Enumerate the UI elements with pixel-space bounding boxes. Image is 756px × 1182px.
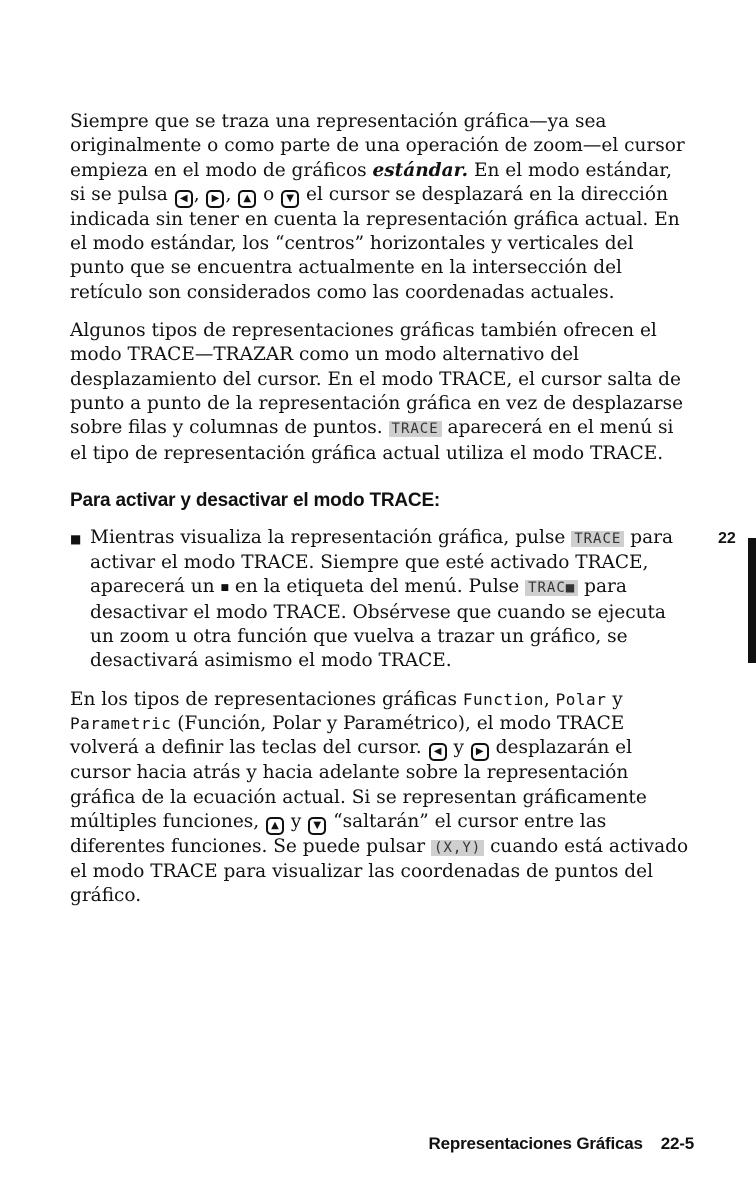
- paragraph-standard-mode: [70, 110, 690, 305]
- bullet-text: [90, 526, 690, 674]
- up-arrow-key-icon: ▲: [266, 817, 284, 835]
- section-heading: Para activar y desactivar el modo TRACE:: [70, 489, 441, 511]
- bullet-item: [70, 526, 690, 674]
- left-arrow-key-icon: ◀: [175, 190, 193, 208]
- text: Algunos tipos de representaciones gráficas también ofrecen el modo TRACE—TRAZAR como un modo alternativo del desplazamiento del cursor. En el modo TRACE, el cursor salta de punto a punto de la representación gráfica en vez de desplazarse sobre filas y columnas de puntos.: [70, 320, 684, 439]
- text: En los tipos de representaciones gráficas: [70, 688, 463, 710]
- text: cuando está activado el modo TRACE para visualizar las coordenadas de puntos del gráfico.: [70, 835, 689, 907]
- parametric-plot-type: Parametric: [70, 713, 172, 733]
- down-arrow-key-icon: ▼: [308, 817, 326, 835]
- page-content: [70, 110, 690, 923]
- text: y: [285, 810, 308, 832]
- text: Siempre que se traza una representación gráfica—ya sea originalmente o como parte de una operación de zoom—el cursor empieza en el modo de gráficos: [70, 111, 685, 181]
- paragraph-trace-mode: [70, 319, 690, 466]
- bullet-square-icon: ■: [70, 531, 82, 546]
- trace-softkey: TRACE: [571, 531, 624, 547]
- text: ,: [543, 688, 556, 710]
- chapter-tab-bar: [748, 538, 756, 663]
- text: el cursor se desplazará en la dirección indicada sin tener en cuenta la representación gráfica actual. En el modo estándar, los “centros” horizontales y verticales del punto que se encuentra actualmente en la intersección del retículo son considerados como las coordenadas actuales.: [70, 183, 680, 303]
- text: desplazarán el cursor hacia atrás y hacia adelante sobre la representación gráfica de la ecuación actual. Si se representan gráficamente múltiples funciones,: [70, 737, 647, 832]
- up-arrow-key-icon: ▲: [238, 190, 256, 208]
- text: Mientras visualiza la representación gráfica, pulse: [90, 526, 572, 548]
- down-arrow-key-icon: ▼: [281, 190, 299, 208]
- text: aparecerá en el menú si el tipo de representación gráfica actual utiliza el modo TRACE.: [70, 417, 674, 464]
- text: y: [606, 688, 623, 710]
- text: ,: [225, 183, 238, 205]
- trace-active-softkey: TRAC■: [525, 580, 578, 596]
- function-plot-type: Function: [462, 689, 544, 709]
- right-arrow-key-icon: ▶: [471, 743, 489, 761]
- emphasis-estandar: estándar.: [372, 159, 469, 181]
- polar-plot-type: Polar: [555, 689, 607, 709]
- text: o: [257, 183, 281, 205]
- text: ,: [193, 183, 206, 205]
- text: “saltarán” el cursor entre las diferentes funciones. Se puede pulsar: [70, 810, 607, 857]
- chapter-number: 22: [718, 530, 736, 547]
- xy-softkey: (X,Y): [431, 840, 484, 856]
- active-indicator-mark: ■: [220, 583, 229, 594]
- text: (Función, Polar y Paramétrico), el modo TRACE volverá a definir las teclas del cursor.: [70, 712, 625, 759]
- text: para desactivar el modo TRACE. Obsérvese que cuando se ejecuta un zoom u otra función que vuelva a trazar un gráfico, se desactivará asimismo el modo TRACE.: [90, 576, 666, 672]
- page-number: 22-5: [660, 1134, 694, 1153]
- trace-softkey: TRACE: [389, 421, 442, 437]
- text: y: [447, 737, 470, 759]
- text: en la etiqueta del menú. Pulse: [228, 576, 526, 598]
- right-arrow-key-icon: ▶: [206, 190, 224, 208]
- page-footer: [429, 1134, 694, 1154]
- text: En el modo estándar, si se pulsa: [70, 159, 672, 205]
- paragraph-plot-types: [70, 688, 690, 909]
- text: para activar el modo TRACE. Siempre que esté activado TRACE, aparecerá un: [90, 526, 673, 598]
- footer-title: Representaciones Gráficas: [428, 1134, 643, 1153]
- left-arrow-key-icon: ◀: [429, 743, 447, 761]
